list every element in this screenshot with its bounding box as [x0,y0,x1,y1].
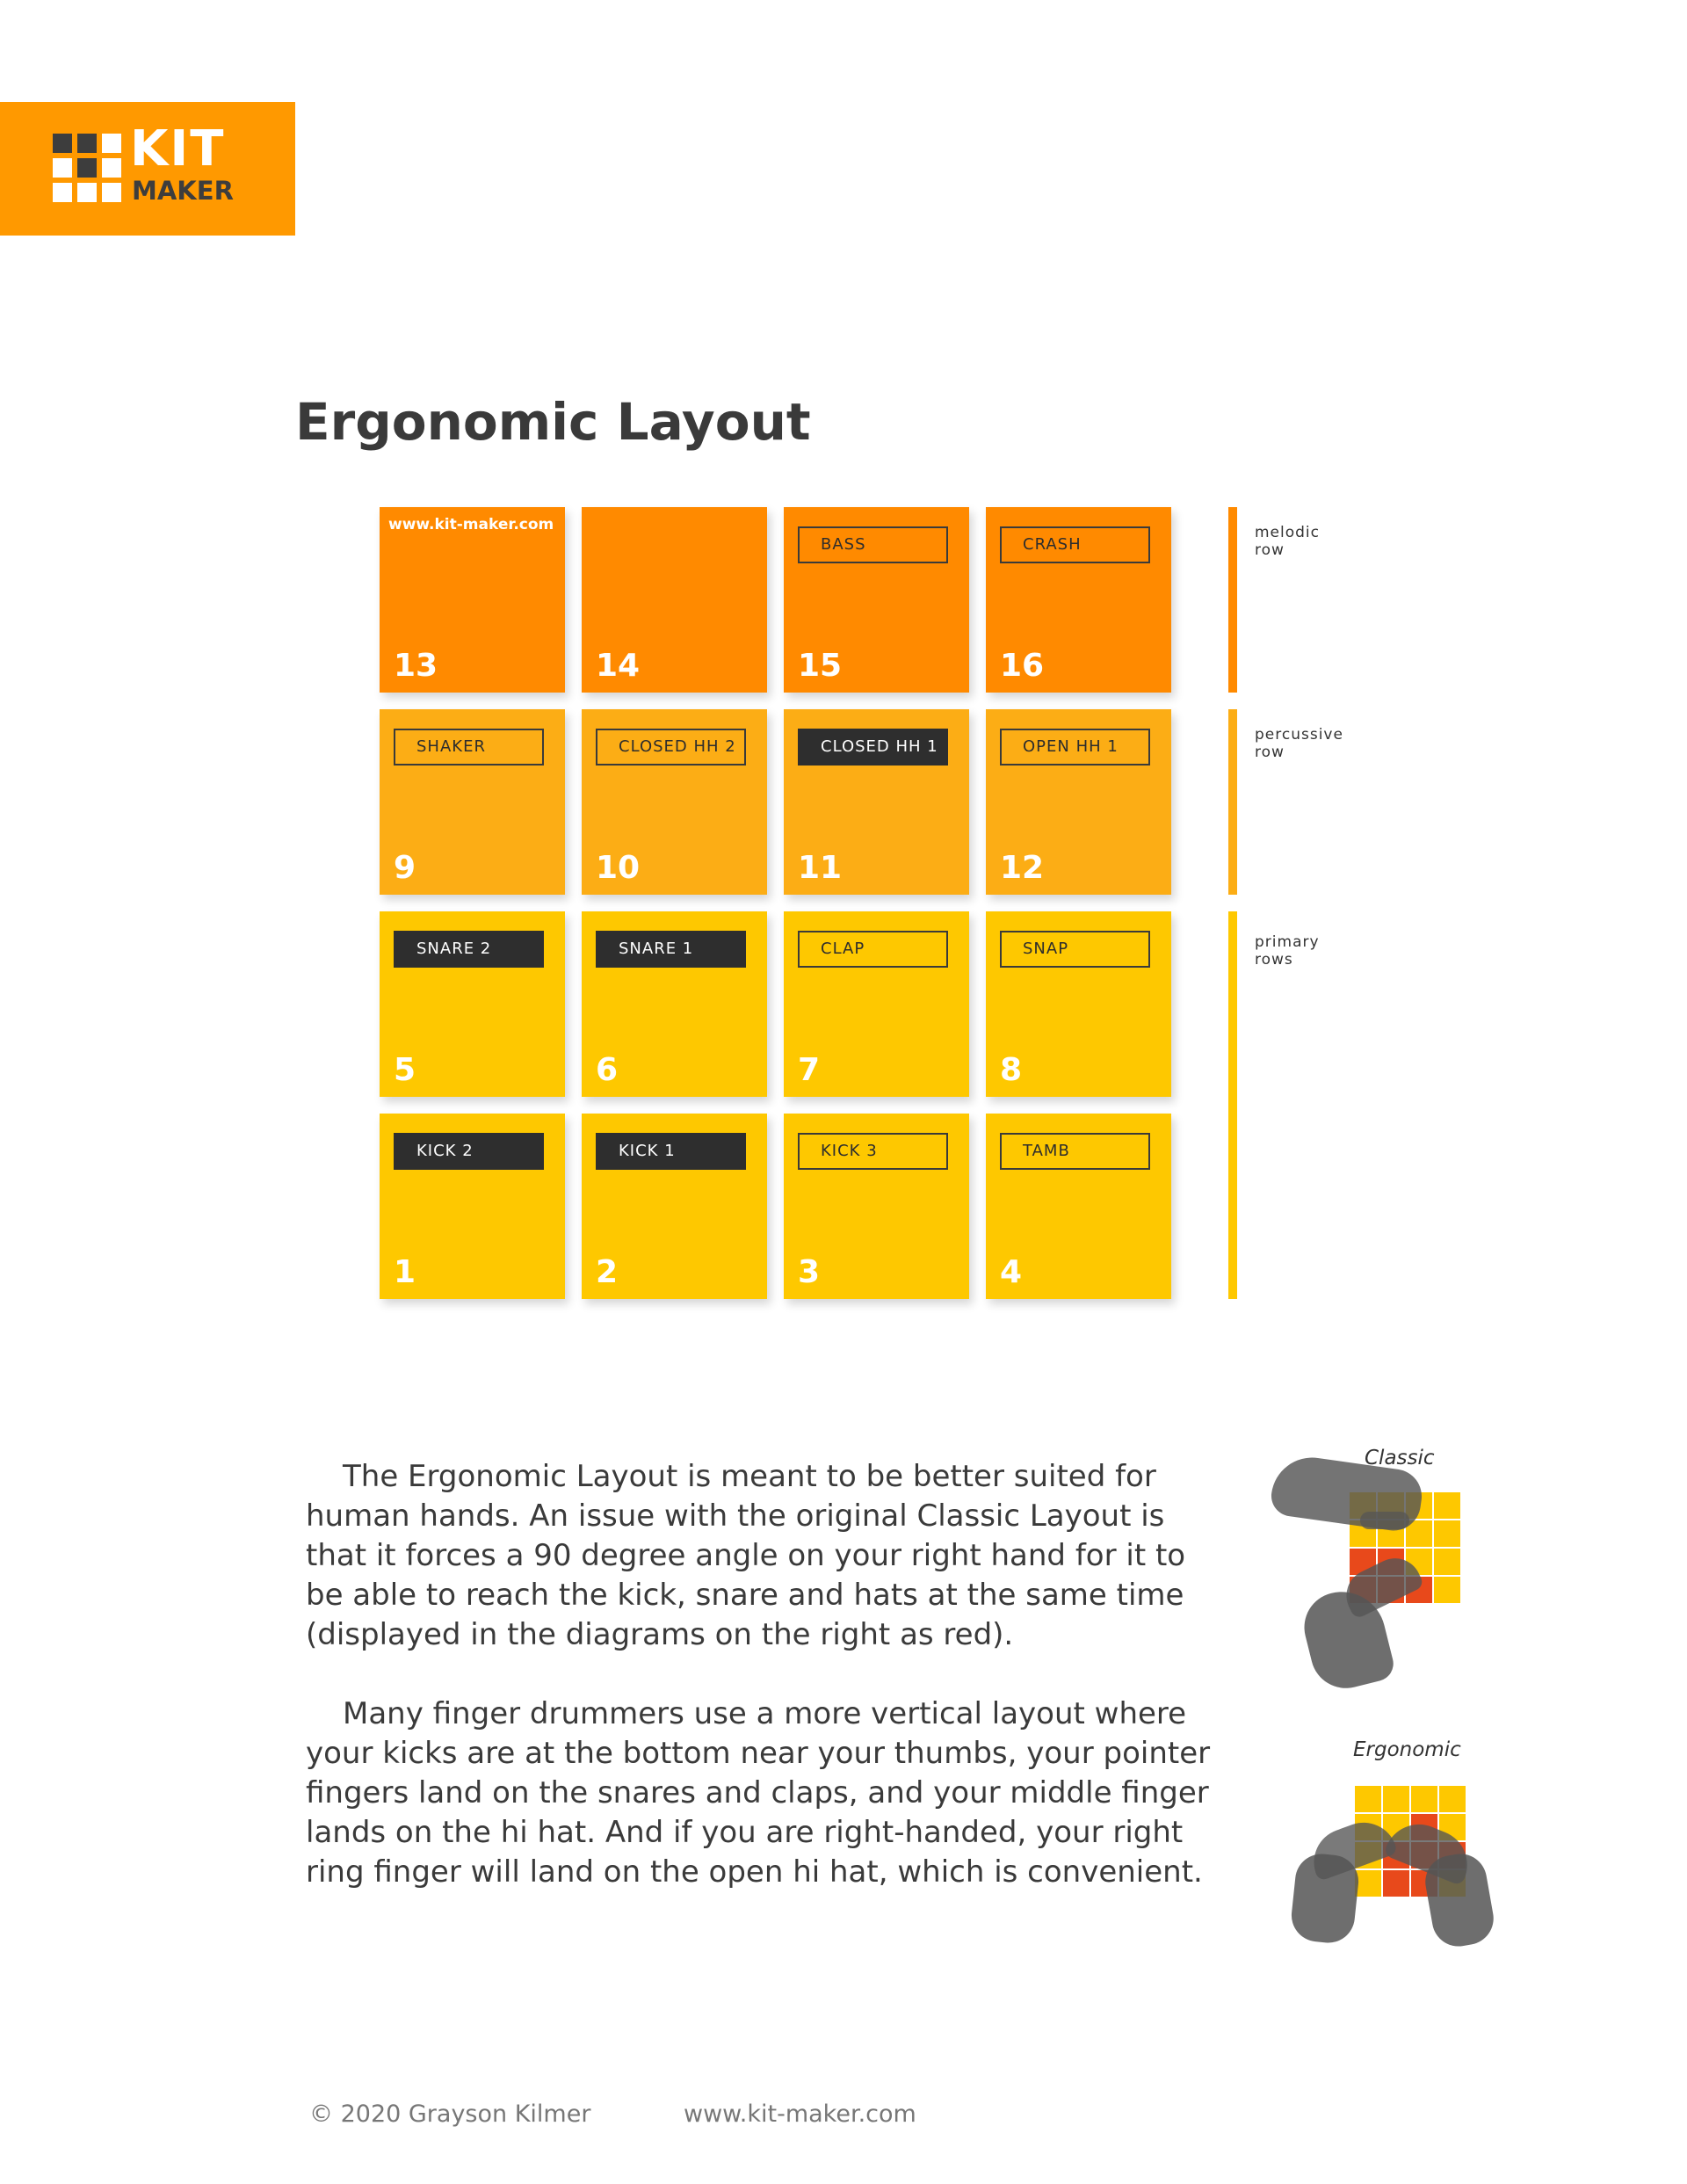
mini-cell [1355,1870,1381,1897]
mini-cell [1434,1520,1460,1547]
pad-number: 6 [596,1052,619,1088]
footer-url[interactable]: www.kit-maker.com [684,2101,916,2128]
pad-14[interactable] [582,507,767,693]
mini-cell [1434,1577,1460,1603]
pad-number: 1 [394,1254,416,1290]
pad-7[interactable] [784,911,969,1097]
footer-copyright: © 2020 Grayson Kilmer [309,2101,591,2128]
pad-16[interactable] [986,507,1171,693]
percussive-row-label: percussive row [1255,726,1343,761]
pad-2[interactable] [582,1114,767,1299]
pad-number: 12 [1000,850,1045,886]
logo-grid-icon [53,134,121,202]
mini-cell [1434,1549,1460,1575]
pad-number: 16 [1000,648,1045,684]
paragraph-2: Many finger drummers use a more vertical layout where your kicks are at the bottom near your thumbs, your pointer fingers land on the snares and claps, and your middle finger lands on the hi hat. And if you are right-handed, your right ring finger will land on the open hi hat, which is convenient. [306,1696,1211,1890]
pad-label: OPEN HH 1 [1000,729,1150,765]
pad-url-text: www.kit-maker.com [388,516,554,533]
pad-number: 15 [798,648,843,684]
pad-label: KICK 3 [798,1133,948,1170]
percussive-row-bar [1228,709,1237,895]
mini-cell [1383,1786,1409,1812]
mini-cell [1434,1492,1460,1519]
pad-3[interactable] [784,1114,969,1299]
pad-label: CRASH [1000,526,1150,563]
pad-4[interactable] [986,1114,1171,1299]
pad-9[interactable] [380,709,565,895]
pad-number: 10 [596,850,641,886]
paragraph-1: The Ergonomic Layout is meant to be better suited for human hands. An issue with the original Classic Layout is that it forces a 90 degree angle on your right hand for it to be able to reach the kick, snare and hats at the same time (displayed in the diagrams on the right as red). [306,1459,1186,1652]
mini-cell [1383,1870,1409,1897]
pad-15[interactable] [784,507,969,693]
pad-number: 2 [596,1254,619,1290]
mini-cell [1411,1786,1437,1812]
mini-cell [1439,1786,1466,1812]
pad-6[interactable] [582,911,767,1097]
pad-5[interactable] [380,911,565,1097]
pad-12[interactable] [986,709,1171,895]
pad-8[interactable] [986,911,1171,1097]
pad-label: CLAP [798,931,948,968]
primary-rows-bar [1228,911,1237,1299]
primary-rows-label: primary rows [1255,933,1320,969]
melodic-row-label: melodic row [1255,524,1321,559]
pad-label: CLOSED HH 1 [798,729,948,765]
pad-number: 9 [394,850,416,886]
pad-1[interactable] [380,1114,565,1299]
pad-label: KICK 1 [596,1133,746,1170]
pad-number: 14 [596,648,641,684]
ergonomic-diagram [1283,1775,1494,1951]
pad-label: BASS [798,526,948,563]
pad-11[interactable] [784,709,969,895]
pad-10[interactable] [582,709,767,895]
pad-label: TAMB [1000,1133,1150,1170]
pad-label: SHAKER [394,729,544,765]
pad-number: 8 [1000,1052,1023,1088]
pad-number: 11 [798,850,843,886]
pad-label: KICK 2 [394,1133,544,1170]
pad-number: 5 [394,1052,416,1088]
mini-cell [1355,1786,1381,1812]
classic-diagram [1272,1459,1474,1687]
classic-diagram-title: Classic [1365,1447,1435,1469]
pad-number: 7 [798,1052,821,1088]
pad-label: SNAP [1000,931,1150,968]
pad-label: CLOSED HH 2 [596,729,746,765]
pad-number: 13 [394,648,438,684]
pad-number: 3 [798,1254,821,1290]
pad-13[interactable] [380,507,565,693]
logo-word-maker: MAKER [132,176,234,206]
ergonomic-diagram-title: Ergonomic [1353,1738,1461,1761]
pad-number: 4 [1000,1254,1023,1290]
page-title: Ergonomic Layout [295,392,811,452]
kit-maker-logo [0,102,295,236]
melodic-row-bar [1228,507,1237,693]
pad-label: SNARE 2 [394,931,544,968]
logo-word-kit: KIT [130,120,226,178]
pad-label: SNARE 1 [596,931,746,968]
top-hand-fingers-icon [1360,1512,1409,1529]
